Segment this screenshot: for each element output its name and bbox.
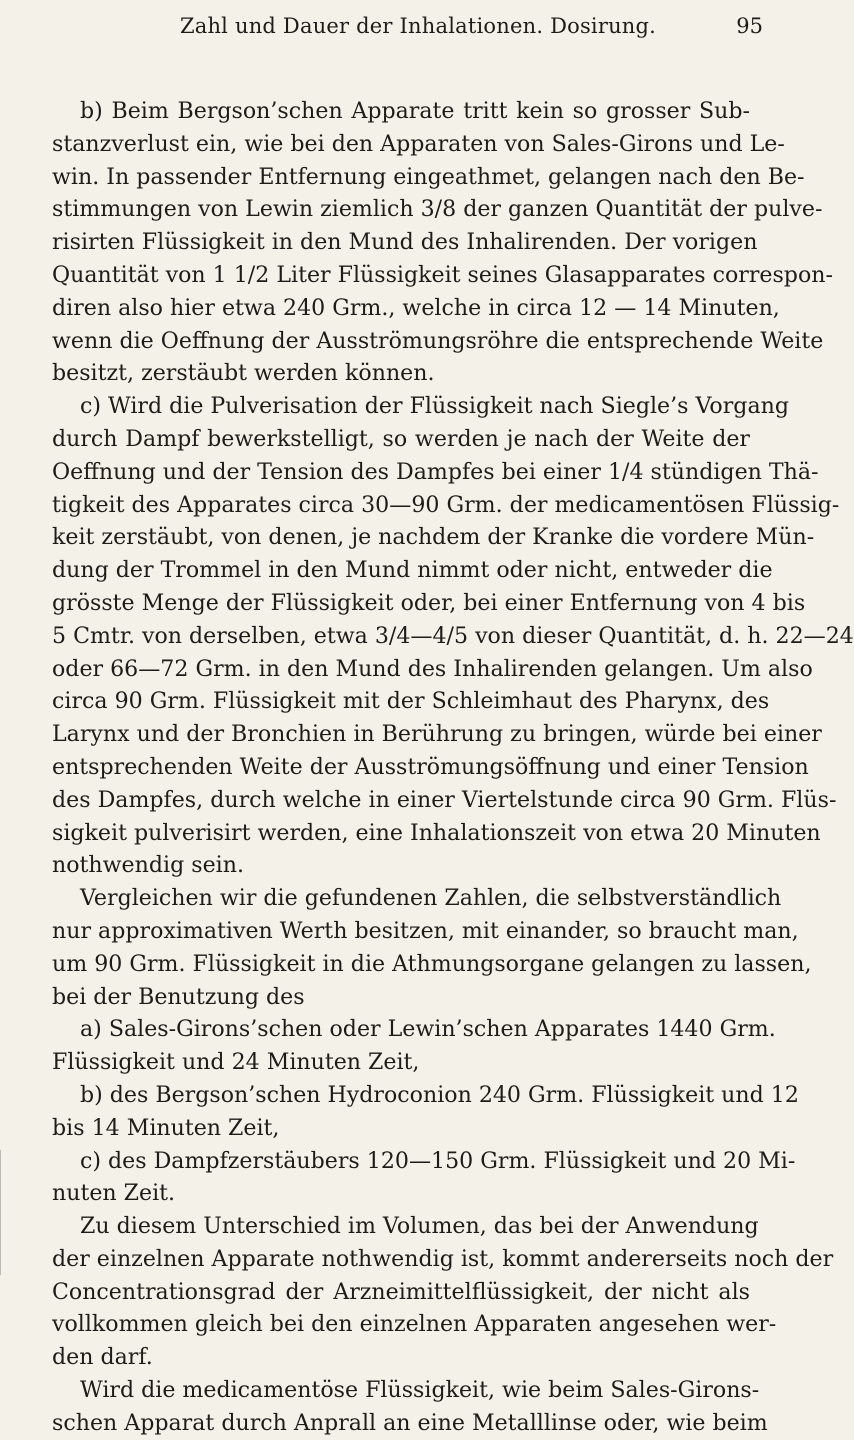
text-line: nuten Zeit. <box>52 1180 176 1207</box>
text-line: entsprechenden Weite der Ausströmungsöffnung und einer Tension <box>52 753 809 780</box>
body-text <box>52 95 854 1440</box>
text-line: win. In passender Entfernung eingeathmet, gelangen nach den Be- <box>52 163 805 190</box>
text-line: Oeffnung und der Tension des Dampfes bei einer 1/4 stündigen Thä- <box>52 458 819 485</box>
text-line: Vergleichen wir die gefundenen Zahlen, die selbstverständlich <box>80 885 782 912</box>
text-line: des Dampfes, durch welche in einer Viertelstunde circa 90 Grm. Flüs- <box>52 786 837 813</box>
text-line: c) Wird die Pulverisation der Flüssigkeit nach Siegle’s Vorgang <box>80 393 789 420</box>
text-line: Larynx und der Bronchien in Berührung zu bringen, würde bei einer <box>52 721 822 748</box>
text-line: a) Sales-Girons’schen oder Lewin’schen Apparates 1440 Grm. <box>80 1016 776 1043</box>
text-line: Flüssigkeit und 24 Minuten Zeit, <box>52 1049 420 1076</box>
text-line: vollkommen gleich bei den einzelnen Apparaten angesehen wer- <box>52 1311 777 1338</box>
text-line: den darf. <box>52 1344 153 1371</box>
text-line: 5 Cmtr. von derselben, etwa 3/4—4/5 von dieser Quantität, d. h. 22—24 <box>52 622 854 649</box>
text-line: circa 90 Grm. Flüssigkeit mit der Schleimhaut des Pharynx, des <box>52 688 770 715</box>
text-line: der einzelnen Apparate nothwendig ist, kommt andererseits noch der <box>52 1245 834 1272</box>
text-line: bis 14 Minuten Zeit, <box>52 1114 280 1141</box>
text-line: keit zerstäubt, von denen, je nachdem der Kranke die vordere Mün- <box>52 524 815 551</box>
text-line: b) Beim Bergson’schen Apparate tritt kein so grosser Sub- <box>80 98 750 124</box>
text-line: nur approximativen Werth besitzen, mit einander, so braucht man, <box>52 917 799 944</box>
text-line: Zu diesem Unterschied im Volumen, das bei der Anwendung <box>80 1213 759 1240</box>
text-line: wenn die Oeffnung der Ausströmungsröhre die entsprechende Weite <box>52 327 824 354</box>
page-edge-shadow <box>0 1150 1 1275</box>
text-line: c) des Dampfzerstäubers 120—150 Grm. Flüssigkeit und 20 Mi- <box>80 1147 796 1174</box>
text-line: besitzt, zerstäubt werden können. <box>52 360 435 387</box>
text-line: risirten Flüssigkeit in den Mund des Inhalirenden. Der vorigen <box>52 229 758 256</box>
text-line: stanzverlust ein, wie bei den Apparaten von Sales-Girons und Le- <box>52 130 785 157</box>
running-head: Zahl und Dauer der Inhalationen. Dosirung. <box>179 14 657 38</box>
text-line: Concentrationsgrad der Arzneimittelflüssigkeit, der nicht als <box>52 1278 750 1305</box>
text-line: sigkeit pulverisirt werden, eine Inhalationszeit von etwa 20 Minuten <box>52 819 821 846</box>
text-line: grösste Menge der Flüssigkeit oder, bei einer Entfernung von 4 bis <box>52 589 806 616</box>
text-line: tigkeit des Apparates circa 30—90 Grm. der medicamentösen Flüssig- <box>52 491 840 518</box>
text-line: Wird die medicamentöse Flüssigkeit, wie beim Sales-Girons- <box>80 1377 760 1404</box>
text-line: Quantität von 1 1/2 Liter Flüssigkeit seines Glasapparates correspon- <box>52 261 833 288</box>
text-line: oder 66—72 Grm. in den Mund des Inhalirenden gelangen. Um also <box>52 655 813 682</box>
text-line: durch Dampf bewerkstelligt, so werden je nach der Weite der <box>52 425 750 452</box>
text-line: nothwendig sein. <box>52 852 244 879</box>
text-line: dung der Trommel in den Mund nimmt oder nicht, entweder die <box>52 557 773 584</box>
text-line: diren also hier etwa 240 Grm., welche in circa 12 — 14 Minuten, <box>52 294 780 321</box>
text-line: schen Apparat durch Anprall an eine Metalllinse oder, wie beim <box>52 1409 768 1436</box>
text-line: bei der Benutzung des <box>52 983 305 1010</box>
text-line: um 90 Grm. Flüssigkeit in die Athmungsorgane gelangen zu lassen, <box>52 950 812 977</box>
text-line: b) des Bergson’schen Hydroconion 240 Grm. Flüssigkeit und 12 <box>80 1081 799 1108</box>
text-line: stimmungen von Lewin ziemlich 3/8 der ganzen Quantität der pulve- <box>52 196 823 223</box>
page-number: 95 <box>736 14 763 38</box>
